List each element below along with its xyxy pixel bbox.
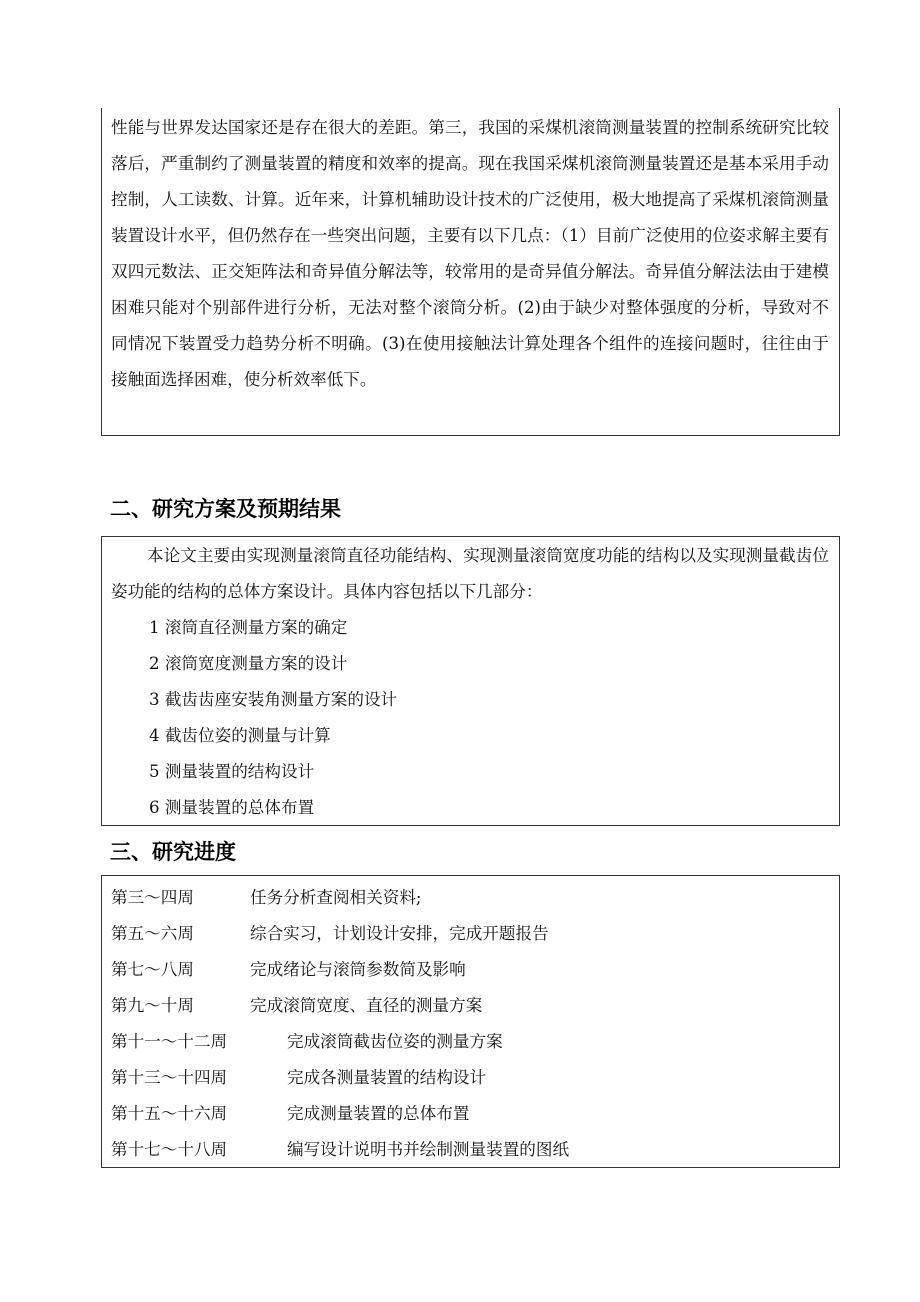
schedule-task: 完成滚筒宽度、直径的测量方案 (250, 996, 483, 1015)
list-item: 6 测量装置的总体布置 (149, 798, 315, 817)
list-item: 1 滚筒直径测量方案的确定 (149, 618, 348, 637)
background-paragraph: 性能与世界发达国家还是存在很大的差距。第三，我国的采煤机滚筒测量装置的控制系统研究比较落后，严重制约了测量装置的精度和效率的提高。现在我国采煤机滚筒测量装置还是基本采用手动控制，人工读数、计算。近年来，计算机辅助设计技术的广泛使用，极大地提高了采煤机滚筒测量装置设计水平，但仍然存在一些突出问题，主要有以下几点：（1）目前广泛使用的位姿求解主要有双四元数法、正交矩阵法和奇异值分解法等，较常用的是奇异值分解法。奇异值分解法法由于建模困难只能对个别部件进行分析，无法对整个滚筒分析。(2)由于缺少对整体强度的分析，导致对不同情况下装置受力趋势分析不明确。(3)在使用接触法计算处理各个组件的连接问题时，往往由于接触面选择困难，使分析效率低下。 (111, 118, 829, 389)
schedule-task: 完成绪论与滚筒参数简及影响 (250, 960, 466, 979)
schedule-week: 第十三～十四周 (111, 1068, 228, 1087)
section-heading-progress: 三、研究进度 (110, 840, 236, 864)
section-heading-research-plan: 二、研究方案及预期结果 (110, 497, 341, 521)
schedule-week: 第三～四周 (111, 888, 194, 907)
schedule-task: 完成测量装置的总体布置 (287, 1104, 470, 1123)
schedule-task: 编写设计说明书并绘制测量装置的图纸 (287, 1140, 570, 1159)
schedule-task: 任务分析查阅相关资料; (250, 888, 422, 907)
background-section-box (101, 108, 840, 436)
schedule-row (111, 952, 829, 988)
list-item: 2 滚筒宽度测量方案的设计 (149, 654, 348, 673)
schedule-row (111, 880, 829, 916)
progress-schedule-box (101, 875, 840, 1168)
research-plan-intro: 本论文主要由实现测量滚筒直径功能结构、实现测量滚筒宽度功能的结构以及实现测量截齿位姿功能的结构的总体方案设计。具体内容包括以下几部分： (111, 546, 829, 601)
schedule-row (111, 1096, 829, 1132)
list-item: 3 截齿齿座安装角测量方案的设计 (149, 690, 398, 709)
schedule-week: 第九～十周 (111, 996, 194, 1015)
schedule-week: 第五～六周 (111, 924, 194, 943)
schedule-week: 第十五～十六周 (111, 1104, 228, 1123)
research-plan-list (111, 610, 829, 826)
schedule-row (111, 1132, 829, 1168)
schedule-task: 综合实习，计划设计安排，完成开题报告 (250, 924, 549, 943)
schedule-row (111, 1024, 829, 1060)
schedule-task: 完成各测量装置的结构设计 (287, 1068, 487, 1087)
schedule-row (111, 916, 829, 952)
schedule-week: 第七～八周 (111, 960, 194, 979)
schedule-row (111, 988, 829, 1024)
schedule-row (111, 1060, 829, 1096)
list-item: 4 截齿位姿的测量与计算 (149, 726, 331, 745)
schedule-week: 第十一～十二周 (111, 1032, 228, 1051)
research-plan-box (101, 536, 840, 826)
schedule-week: 第十七～十八周 (111, 1140, 228, 1159)
list-item: 5 测量装置的结构设计 (149, 762, 315, 781)
schedule-task: 完成滚筒截齿位姿的测量方案 (287, 1032, 503, 1051)
